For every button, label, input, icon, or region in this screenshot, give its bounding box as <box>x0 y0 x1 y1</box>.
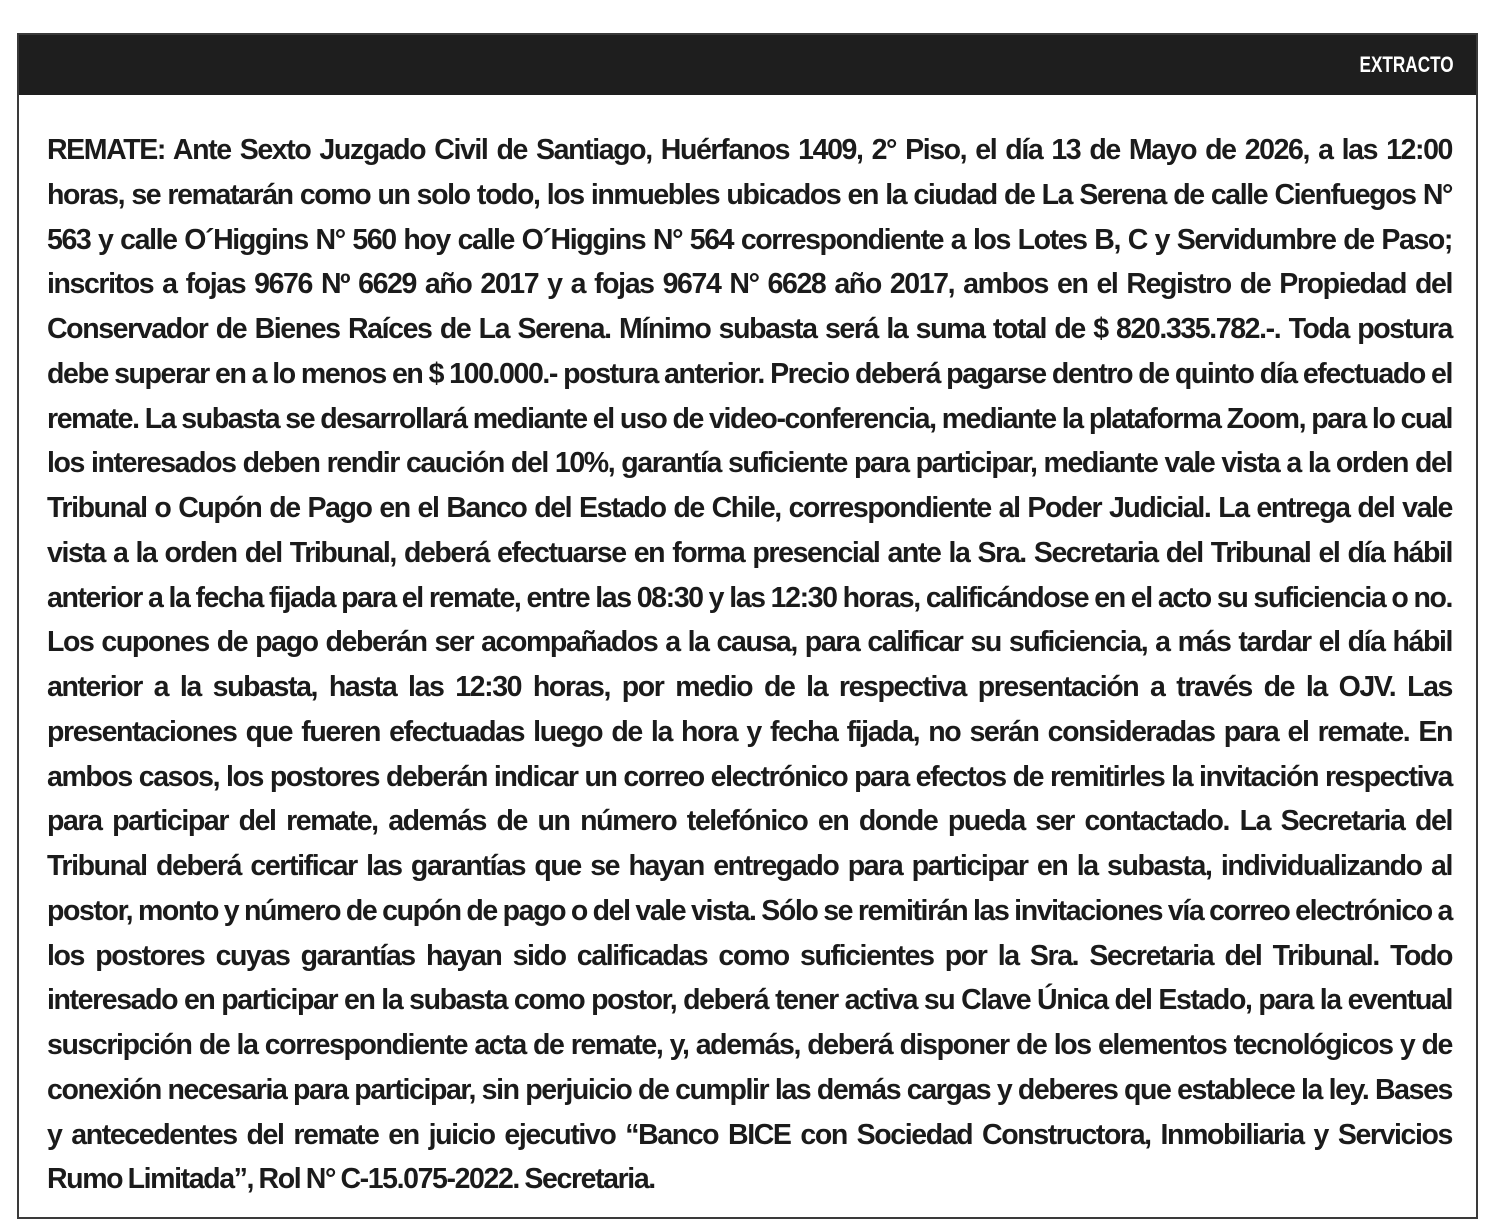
legal-notice <box>17 33 1478 1219</box>
notice-title: EXTRACTO <box>1359 52 1454 77</box>
notice-header <box>19 35 1476 95</box>
notice-body-text: REMATE: Ante Sexto Juzgado Civil de Santiago, Huérfanos 1409, 2° Piso, el día 13 de Mayo de 2026, a las 12:00 horas, se rematarán como un solo todo, los inmuebles ubicados en la ciudad de La Serena de calle Cienfuegos N° 563 y calle O´Higgins N° 560 hoy calle O´Higgins N° 564 correspondiente a los Lotes B, C y Servidumbre de Paso; inscritos a fojas 9676 Nº 6629 año 2017 y a fojas 9674 N° 6628 año 2017, ambos en el Registro de Propiedad del Conservador de Bienes Raíces de La Serena. Mínimo subasta será la suma total de $ 820.335.782.-. Toda postura debe superar en a lo menos en $ 100.000.- postura anterior. Precio deberá pagarse dentro de quinto día efectuado el remate. La subasta se desarrollará mediante el uso de video-conferencia, mediante la plataforma Zoom, para lo cual los interesados deben rendir caución del 10%, garantía suficiente para participar, mediante vale vista a la orden del Tribunal o Cupón de Pago en el Banco del Estado de Chile, correspondiente al Poder Judicial. La entrega del vale vista a la orden del Tribunal, deberá efectuarse en forma presencial ante la Sra. Secretaria del Tribunal el día hábil anterior a la fecha fijada para el remate, entre las 08:30 y las 12:30 horas, calificándose en el acto su suficiencia o no. Los cupones de pago deberán ser acompañados a la causa, para calificar su suficiencia, a más tardar el día hábil anterior a la subasta, hasta las 12:30 horas, por medio de la respectiva presentación a través de la OJV. Las presentaciones que fueren efectuadas luego de la hora y fecha fijada, no serán consideradas para el remate. En ambos casos, los postores deberán indicar un correo electrónico para efectos de remitirles la invitación respectiva para participar del remate, además de un número telefónico en donde pueda ser contactado. La Secretaria del Tribunal deberá certificar las garantías que se hayan entregado para participar en la subasta, individualizando al postor, monto y número de cupón de pago o del vale vista. Sólo se remitirán las invitaciones vía correo electrónico a los postores cuyas garantías hayan sido calificadas como suficientes por la Sra. Secretaria del Tribunal. Todo interesado en participar en la subasta como postor, deberá tener activa su Clave Única del Estado, para la eventual suscripción de la correspondiente acta de remate, y, además, deberá disponer de los elementos tecnológicos y de conexión necesaria para participar, sin perjuicio de cumplir las demás cargas y deberes que establece la ley. Bases y antecedentes del remate en juicio ejecutivo “Banco BICE con Sociedad Constructora, Inmobiliaria y Servicios Rumo Limitada”, Rol N° C-15.075-2022. Secretaria. <box>47 134 1452 1196</box>
notice-body <box>47 128 1452 1202</box>
